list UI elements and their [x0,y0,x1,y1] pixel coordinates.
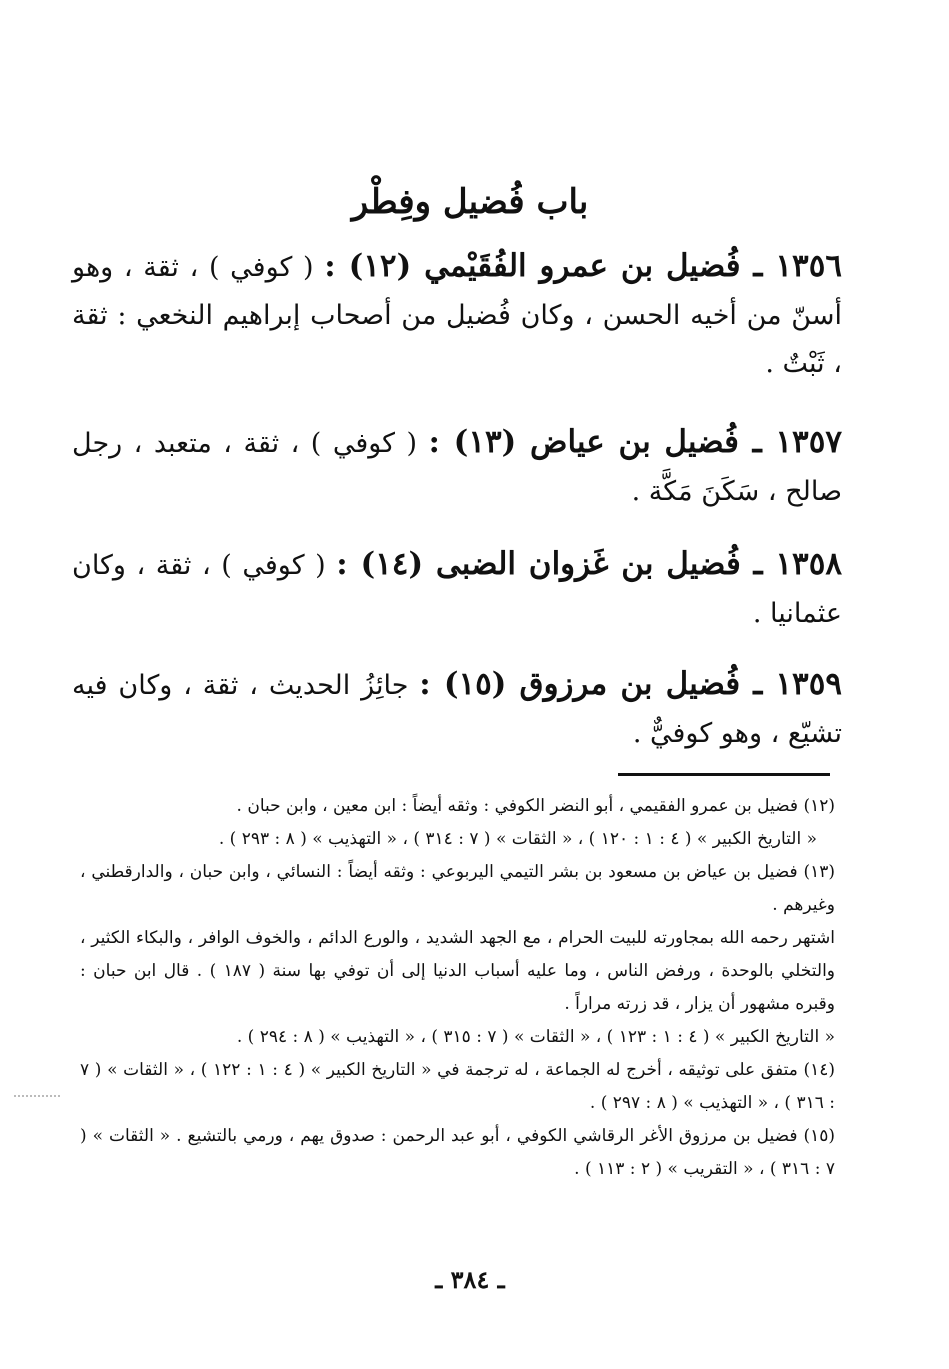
entry-head: ١٣٥٧ ـ فُضيل بن عياض (١٣) : [428,424,842,460]
footnote-12-refs: « التاريخ الكبير » ( ٤ : ١ : ١٢٠ ) ، « الثقات » ( ٧ : ٣١٤ ) ، « التهذيب » ( ٨ : ٢٩٣ ) . [218,829,817,849]
entry-body: ( كوفي ) ، ثقة ، وكان عثمانيا . [72,550,842,629]
chapter-title: باب فُضيل وفِطْر [351,182,589,222]
entry-head: ١٣٥٨ ـ فُضيل بن غَزوان الضبى (١٤) : [336,546,842,582]
entry-body: ( كوفي ) ، ثقة ، متعبد ، رجل صالح ، سَكَنَ مَكَّة . [72,428,842,507]
entry-head: ١٣٥٩ ـ فُضيل بن مرزوق (١٥) : [419,666,842,702]
footnote-13: (١٣) فضيل بن عياض بن مسعود بن بشر التيمي اليربوعي : وثقه أيضاً : النسائي ، وابن حبان ، والدارقطني ، وغيرهم . [80,862,835,915]
entry-head: ١٣٥٦ ـ فُضيل بن عمرو الفُقَيْمي (١٢) : [324,248,842,284]
entry-1358 [72,540,842,638]
footnote-14: (١٤) متفق على توثيقه ، أخرج له الجماعة ، له ترجمة في « التاريخ الكبير » ( ٤ : ١ : ١٢٢ ) ، « الثقات » ( ٧ : ٣١٦ ) ، « التهذيب » ( ٨ : ٢٩٧ ) . [80,1060,835,1113]
footnote-divider [618,773,830,776]
entry-body: جائِزُ الحديث ، ثقة ، وكان فيه تشيّع ، وهو كوفيٌّ . [72,670,842,749]
entry-body: ( كوفي ) ، ثقة ، وهو أسنّ من أخيه الحسن ، وكان فُضيل من أصحاب إبراهيم النخعي : ثقة ، ثَبْتٌ . [72,252,842,379]
page-number: ـ ٣٨٤ ـ [435,1265,505,1294]
entry-1356 [72,242,842,388]
footnote-13-refs: « التاريخ الكبير » ( ٤ : ١ : ١٢٣ ) ، « الثقات » ( ٧ : ٣١٥ ) ، « التهذيب » ( ٨ : ٢٩٤ ) . [236,1027,835,1047]
footnotes [80,790,835,1186]
entry-1357 [72,418,842,516]
footnote-15: (١٥) فضيل بن مرزوق الأغر الرقاشي الكوفي ، أبو عبد الرحمن : صدوق يهم ، ورمي بالتشيع . « الثقات » ( ٧ : ٣١٦ ) ، « التقريب » ( ٢ : ١١٣ ) . [80,1126,835,1179]
scan-speck [14,1095,60,1099]
entry-1359 [72,660,842,758]
footnote-13-bio: اشتهر رحمه الله بمجاورته للبيت الحرام ، مع الجهد الشديد ، والورع الدائم ، والخوف الوافر ، والبكاء الكثير ، والتخلي بالوحدة ، ورفض الناس ، وما عليه أسباب الدنيا إلى أن توفي بها سنة ( ١٨٧ ) . قال ابن حبان : وقبره مشهور أن يزار ، قد زرته مراراً . [80,928,835,1014]
footnote-12: (١٢) فضيل بن عمرو الفقيمي ، أبو النضر الكوفي : وثقه أيضاً : ابن معين ، وابن حبان . [236,796,835,816]
